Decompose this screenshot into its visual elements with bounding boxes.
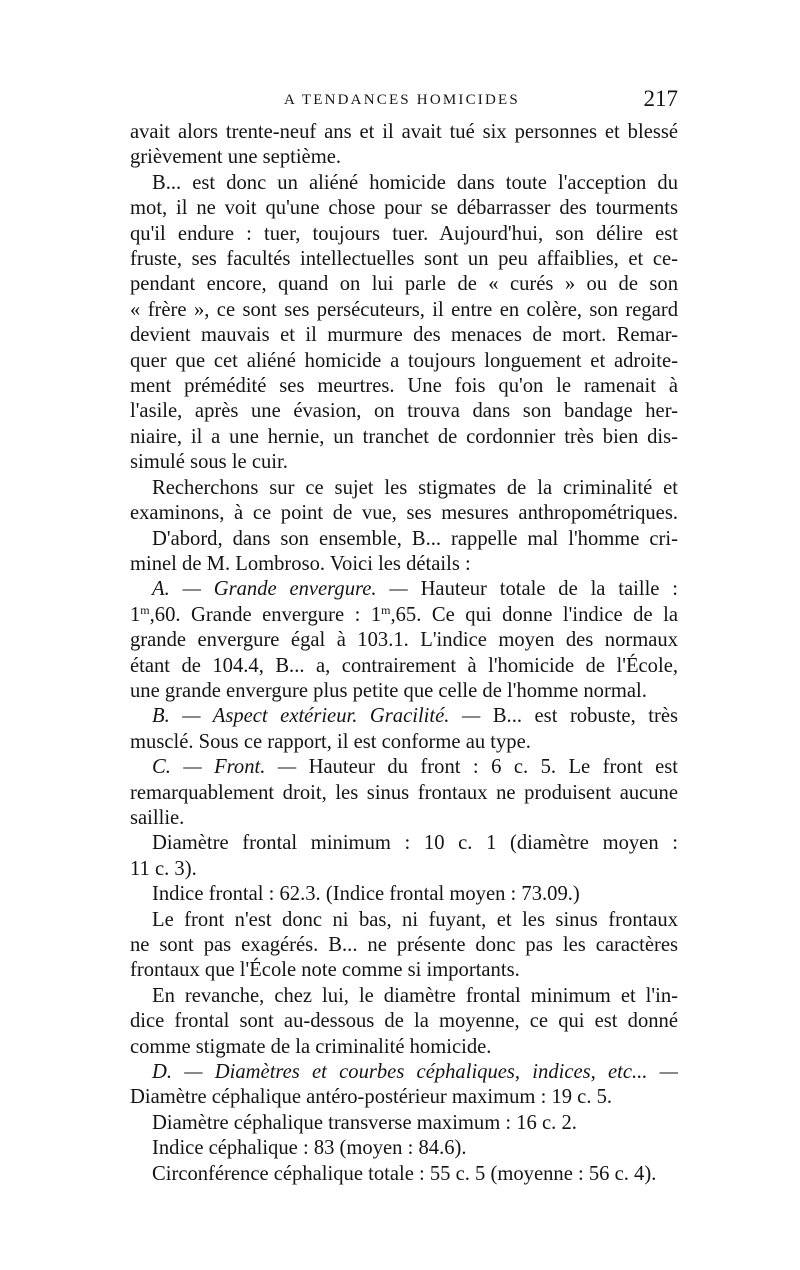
text-line: mot, il ne voit qu'une chose pour se débarrasser des tourments xyxy=(130,197,678,220)
text-line: Recherchons sur ce sujet les stigmates de la criminalité et xyxy=(152,476,678,499)
text-line: Indice céphalique : 83 (moyen : 84.6). xyxy=(152,1137,467,1160)
text-line: qu'il endure : tuer, toujours tuer. Aujourd'hui, son délire est xyxy=(130,222,678,245)
text-line: ne sont pas exagérés. B... ne présente donc pas les caractères xyxy=(130,934,678,956)
section-a-heading: A. — Grande envergure. — xyxy=(152,578,408,601)
superscript: m xyxy=(140,602,150,617)
text-line: B... est donc un aliéné homicide dans toute l'acception du xyxy=(152,171,678,194)
text-line xyxy=(130,603,678,628)
text-line: Indice frontal : 62.3. (Indice frontal moyen : 73.09.) xyxy=(152,883,580,906)
text-line: grièvement une septième. xyxy=(130,146,342,169)
text-line: étant de 104.4, B... a, contrairement à l'homicide de l'École, xyxy=(130,654,678,677)
text-line: l'asile, après une évasion, on trouva dans son bandage her- xyxy=(130,400,678,423)
text-run: ,60. Grande envergure : 1 xyxy=(149,603,382,626)
text-line: avait alors trente-neuf ans et il avait tué six personnes et blessé xyxy=(130,121,678,143)
section-b-heading: B. — Aspect extérieur. Gracilité. — xyxy=(152,705,481,728)
text-line: devient mauvais et il murmure des menaces de mort. Remar- xyxy=(130,324,678,347)
text-line: remarquablement droit, les sinus frontaux ne produisent aucune xyxy=(130,781,678,804)
text-line: pendant encore, quand on lui parle de « curés » ou de son xyxy=(130,273,678,296)
page-body xyxy=(130,120,678,1187)
text-line: simulé sous le cuir. xyxy=(130,451,288,474)
text-line: frontaux que l'École note comme si importants. xyxy=(130,959,520,982)
text-line: grande envergure égal à 103.1. L'indice moyen des normaux xyxy=(130,629,678,652)
text-line: fruste, ses facultés intellectuelles sont un peu affaiblies, et ce- xyxy=(130,248,678,271)
text-run: 1 xyxy=(130,603,141,626)
text-line: minel de M. Lombroso. Voici les détails : xyxy=(130,552,471,575)
text-line: dice frontal sont au-dessous de la moyenne, ce qui est donné xyxy=(130,1010,678,1033)
text-line: D'abord, dans son ensemble, B... rappelle mal l'homme cri- xyxy=(152,527,678,550)
text-line: niaire, il a une hernie, un tranchet de cordonnier très bien dis- xyxy=(130,425,678,448)
text-run: Hauteur du front : 6 c. 5. Le front est xyxy=(308,756,678,779)
text-line: musclé. Sous ce rapport, il est conforme au type. xyxy=(130,730,531,753)
superscript: m xyxy=(381,602,391,617)
text-line: Diamètre céphalique transverse maximum : 16 c. 2. xyxy=(152,1111,577,1134)
text-run: B... est robuste, très xyxy=(492,705,678,728)
text-line: « frère », ce sont ses persécuteurs, il entre en colère, son regard xyxy=(130,298,678,321)
text-line: ment prémédité ses meurtres. Une fois qu'on le ramenait à xyxy=(130,375,678,398)
text-run: Hauteur totale de la taille : xyxy=(420,578,678,601)
running-title: A TENDANCES HOMICIDES xyxy=(284,92,520,108)
text-line: quer que cet aliéné homicide a toujours longuement et adroite- xyxy=(130,349,678,372)
section-a-line xyxy=(130,577,678,602)
text-line: une grande envergure plus petite que celle de l'homme normal. xyxy=(130,679,647,702)
section-b-line xyxy=(130,704,678,729)
text-line: comme stigmate de la criminalité homicide. xyxy=(130,1035,492,1058)
text-line: Circonférence céphalique totale : 55 c. 5 (moyenne : 56 c. 4). xyxy=(152,1162,657,1185)
text-line: 11 c. 3). xyxy=(130,857,197,880)
text-run: ,65. Ce qui donne l'indice de la xyxy=(390,603,678,626)
text-line: examinons, à ce point de vue, ses mesures anthropométriques. xyxy=(130,502,678,525)
text-line: En revanche, chez lui, le diamètre frontal minimum et l'in- xyxy=(152,984,678,1007)
section-c-line xyxy=(130,755,678,780)
text-line: Le front n'est donc ni bas, ni fuyant, et les sinus frontaux xyxy=(152,908,678,931)
text-line: Diamètre frontal minimum : 10 c. 1 (diamètre moyen : xyxy=(152,832,678,855)
section-d-heading: D. — Diamètres et courbes céphaliques, indices, etc... — xyxy=(152,1061,678,1084)
page-number: 217 xyxy=(643,86,678,111)
section-c-heading: C. — Front. — xyxy=(152,756,297,779)
text-line: Diamètre céphalique antéro-postérieur maximum : 19 c. 5. xyxy=(130,1086,613,1109)
page-header xyxy=(130,88,678,116)
text-line: saillie. xyxy=(130,806,185,829)
